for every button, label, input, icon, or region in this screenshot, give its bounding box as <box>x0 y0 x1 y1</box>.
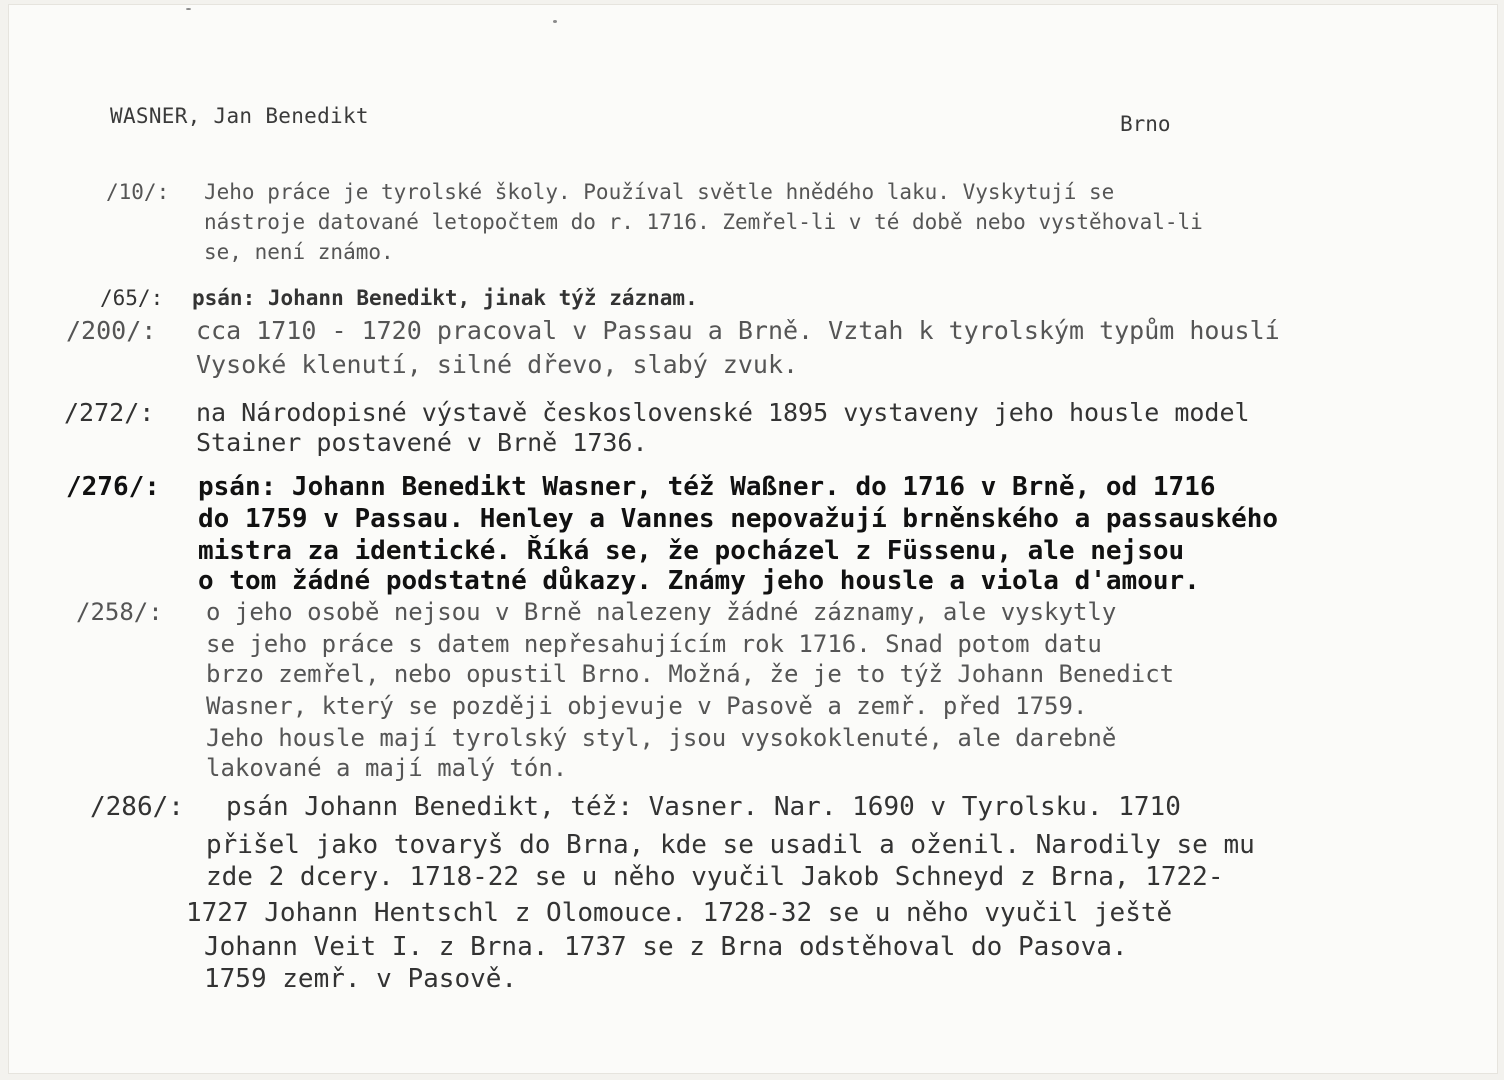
entry-line: o jeho osobě nejsou v Brně nalezeny žádné záznamy, ale vyskytly <box>206 598 1117 626</box>
entry-line: Stainer postavené v Brně 1736. <box>196 428 648 457</box>
place-label: Brno <box>1120 112 1171 136</box>
entry-line: Jeho práce je tyrolské školy. Používal světle hnědého laku. Vyskytují se <box>204 180 1115 204</box>
entry-line: Wasner, který se později objevuje v Pasově a zemř. před 1759. <box>206 692 1088 720</box>
entry-ref: /272/: <box>64 398 155 427</box>
entry-line: psán Johann Benedikt, též: Vasner. Nar. 1690 v Tyrolsku. 1710 <box>226 792 1181 822</box>
entry-line: zde 2 dcery. 1718-22 se u něho vyučil Jakob Schneyd z Brna, 1722- <box>206 862 1224 892</box>
entry-line: 1727 Johann Hentschl z Olomouce. 1728-32 se u něho vyučil ještě <box>186 898 1173 928</box>
entry-line: přišel jako tovaryš do Brna, kde se usadil a oženil. Narodily se mu <box>206 830 1255 860</box>
entry-ref: /258/: <box>76 598 163 626</box>
entry-line: psán: Johann Benedikt Wasner, též Waßner. do 1716 v Brně, od 1716 <box>198 472 1216 502</box>
entry-line: do 1759 v Passau. Henley a Vannes nepovažují brněnského a passauského <box>198 504 1279 534</box>
entry-ref: /10/: <box>106 180 170 204</box>
entry-ref: /276/: <box>66 472 160 502</box>
entry-line: Vysoké klenutí, silné dřevo, slabý zvuk. <box>196 350 799 379</box>
entry-line: Johann Veit I. z Brna. 1737 se z Brna odstěhoval do Pasova. <box>204 932 1128 962</box>
entry-ref: /200/: <box>66 316 157 345</box>
entry-ref: /65/: <box>100 286 164 310</box>
entry-ref: /286/: <box>90 792 184 822</box>
entry-line: psán: Johann Benedikt, jinak týž záznam. <box>192 286 698 310</box>
entry-line: nástroje datované letopočtem do r. 1716. Zemřel-li v té době nebo vystěhoval-li <box>204 210 1203 234</box>
entry-line: lakované a mají malý tón. <box>206 754 568 782</box>
entry-line: o tom žádné podstatné důkazy. Známy jeho housle a viola d'amour. <box>198 566 1200 596</box>
entry-line: Jeho housle mají tyrolský styl, jsou vysokoklenuté, ale darebně <box>206 724 1117 752</box>
entry-line: na Národopisné výstavě československé 1895 vystaveny jeho housle model <box>196 398 1250 427</box>
entry-line: se, není známo. <box>204 240 394 264</box>
entry-line: mistra za identické. Říká se, že pocházel z Füssenu, ale nejsou <box>198 536 1185 566</box>
ink-speck <box>186 8 191 10</box>
entry-line: cca 1710 - 1720 pracoval v Passau a Brně. Vztah k tyrolským typům houslí <box>196 316 1280 345</box>
entry-line: 1759 zemř. v Pasově. <box>204 964 518 994</box>
maker-name: WASNER, Jan Benedikt <box>110 104 369 128</box>
entry-line: se jeho práce s datem nepřesahujícím rok 1716. Snad potom datu <box>206 630 1102 658</box>
ink-speck <box>553 20 557 23</box>
entry-line: brzo zemřel, nebo opustil Brno. Možná, že je to týž Johann Benedict <box>206 660 1175 688</box>
